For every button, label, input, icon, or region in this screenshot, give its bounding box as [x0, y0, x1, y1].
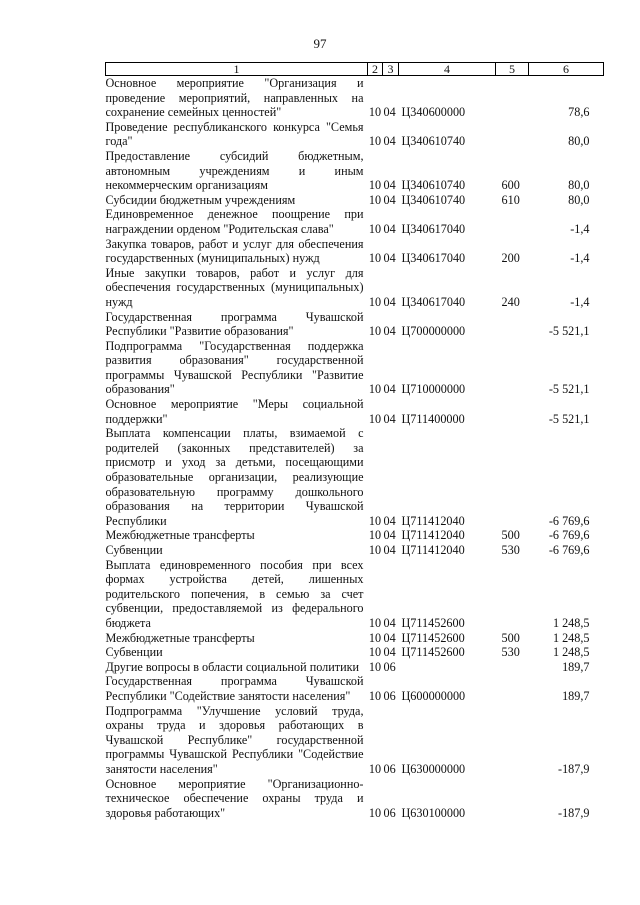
row-name: Основное мероприятие "Организация и проведение мероприятий, направленных на сохранение семейных ценностей"	[105, 76, 364, 120]
row-expense-type	[496, 660, 529, 675]
column-header-6: 6	[529, 63, 604, 76]
row-target-article: Ц600000000	[401, 688, 466, 703]
column-header-2: 2	[368, 63, 383, 76]
row-section: 10	[368, 543, 382, 557]
row-subsection: 04	[383, 178, 396, 193]
row-section: 10	[368, 659, 382, 674]
row-amount: -5 521,1	[548, 411, 590, 426]
row-amount: 80,0	[568, 134, 590, 149]
row-section: 10	[368, 178, 382, 193]
row-amount: 80,0	[568, 178, 590, 193]
row-expense-type: 200	[501, 251, 520, 266]
row-expense-type	[496, 310, 529, 339]
row-section: 10	[368, 134, 382, 149]
row-subsection: 04	[383, 615, 396, 630]
row-section: 10	[368, 761, 382, 776]
row-expense-type	[496, 207, 529, 236]
row-target-article: Ц340610740	[401, 134, 466, 149]
row-subsection: 04	[383, 645, 396, 660]
table-row	[106, 310, 604, 339]
row-subsection: 04	[383, 251, 396, 266]
row-expense-type: 240	[501, 294, 520, 309]
row-subsection: 04	[383, 134, 396, 149]
table-row	[106, 558, 604, 631]
row-amount: -187,9	[558, 761, 590, 776]
row-expense-type	[496, 674, 529, 703]
row-section: 10	[368, 630, 382, 645]
row-amount: 1 248,5	[552, 630, 590, 645]
row-expense-type	[496, 777, 529, 821]
row-expense-type	[496, 397, 529, 426]
row-name: Субвенции	[105, 645, 163, 660]
table-row	[106, 426, 604, 528]
row-expense-type: 500	[501, 630, 520, 645]
table-row	[106, 660, 604, 675]
row-section: 10	[368, 294, 382, 309]
table-row	[106, 645, 604, 660]
row-name: Межбюджетные трансферты	[105, 630, 255, 645]
row-name: Выплата единовременного пособия при всех формах устройства детей, лишенных родительского попечения, в семью за счет субвенции, предоставляемой из федерального бюджета	[105, 557, 364, 630]
row-target-article: Ц711400000	[401, 411, 465, 426]
table-row	[106, 704, 604, 777]
row-amount: 1 248,5	[552, 645, 590, 660]
row-subsection: 04	[383, 528, 396, 543]
row-section: 10	[368, 251, 382, 266]
row-target-article: Ц711452600	[401, 630, 465, 645]
row-name: Подпрограмма "Улучшение условий труда, охраны труда и здоровья работающих в Чувашской Республике" государственной программы Чувашской Республики "Содействие занятости населения"	[105, 703, 364, 776]
row-name: Государственная программа Чувашской Республики "Развитие образования"	[105, 309, 364, 339]
row-subsection: 04	[383, 294, 396, 309]
row-amount: 189,7	[562, 659, 590, 674]
table-row	[106, 237, 604, 266]
row-target-article	[399, 660, 496, 675]
row-subsection: 06	[383, 688, 396, 703]
row-subsection: 04	[383, 543, 396, 557]
row-subsection: 06	[383, 659, 396, 674]
row-name: Выплата компенсации платы, взимаемой с родителей (законных представителей) за присмотр и уход за детьми, посещающими образовательные организации, реализующие образовательную программу дошкольного образования на территории Чувашской Республики	[105, 426, 364, 528]
column-header-1: 1	[106, 63, 368, 76]
table-row	[106, 207, 604, 236]
column-header-5: 5	[496, 63, 529, 76]
row-expense-type	[496, 558, 529, 631]
row-subsection: 04	[383, 221, 396, 236]
row-section: 10	[368, 528, 382, 543]
row-target-article: Ц711412040	[401, 543, 465, 557]
row-subsection: 04	[383, 105, 396, 120]
row-target-article: Ц340617040	[401, 251, 466, 266]
row-name: Государственная программа Чувашской Республики "Содействие занятости населения"	[105, 674, 364, 703]
row-amount: -1,4	[570, 251, 590, 266]
row-target-article: Ц340600000	[401, 105, 466, 120]
row-section: 10	[368, 645, 382, 660]
page-number: 97	[313, 36, 327, 51]
table-row	[106, 674, 604, 703]
row-expense-type: 600	[501, 178, 520, 193]
row-target-article: Ц340617040	[401, 221, 466, 236]
row-amount: -6 769,6	[548, 513, 590, 528]
row-target-article: Ц711412040	[401, 513, 465, 528]
row-amount: -187,9	[558, 805, 590, 820]
row-name: Закупка товаров, работ и услуг для обеспечения государственных (муниципальных) нужд	[105, 236, 364, 266]
table-header-row	[106, 63, 604, 76]
row-subsection: 04	[383, 382, 396, 397]
row-section: 10	[368, 382, 382, 397]
row-expense-type	[496, 120, 529, 149]
table-row	[106, 120, 604, 149]
row-target-article: Ц711412040	[401, 528, 465, 543]
table-row	[106, 543, 604, 558]
row-name: Другие вопросы в области социальной политики	[105, 659, 360, 674]
row-section: 10	[368, 411, 382, 426]
row-target-article: Ц630100000	[401, 805, 466, 820]
row-target-article: Ц340610740	[401, 192, 466, 207]
table-row	[106, 339, 604, 397]
row-target-article: Ц710000000	[401, 382, 466, 397]
row-section: 10	[368, 105, 382, 120]
row-name: Предоставление субсидий бюджетным, автономным учреждениям и иным некоммерческим организациям	[105, 148, 364, 193]
row-name: Подпрограмма "Государственная поддержка развития образования" государственной программы Чувашской Республики "Развитие образования"	[105, 338, 364, 397]
table-row	[106, 777, 604, 821]
row-expense-type: 530	[501, 543, 520, 557]
row-section: 10	[368, 192, 382, 207]
table-row	[106, 76, 604, 120]
row-name: Субсидии бюджетным учреждениям	[105, 192, 296, 207]
row-section: 10	[368, 688, 382, 703]
row-subsection: 04	[383, 324, 396, 339]
row-subsection: 06	[383, 805, 396, 820]
row-amount: 80,0	[568, 192, 590, 207]
row-expense-type: 530	[501, 645, 520, 660]
row-amount: -6 769,6	[548, 528, 590, 543]
row-name: Межбюджетные трансферты	[105, 528, 255, 543]
row-section: 10	[368, 221, 382, 236]
row-target-article: Ц711452600	[401, 645, 465, 660]
table-body	[106, 76, 604, 821]
row-section: 10	[368, 615, 382, 630]
row-subsection: 04	[383, 630, 396, 645]
row-subsection: 06	[383, 761, 396, 776]
row-expense-type: 500	[501, 528, 520, 543]
row-name: Основное мероприятие "Меры социальной поддержки"	[105, 397, 364, 426]
row-amount: -1,4	[570, 294, 590, 309]
row-amount: 189,7	[562, 688, 590, 703]
row-target-article: Ц340617040	[401, 294, 466, 309]
budget-table	[105, 62, 604, 820]
row-name: Основное мероприятие "Организационно-техническое обеспечение охраны труда и здоровья работающих"	[105, 776, 364, 820]
column-header-3: 3	[383, 63, 399, 76]
table-row	[106, 266, 604, 310]
row-name: Иные закупки товаров, работ и услуг для обеспечения государственных (муниципальных) нужд	[105, 265, 364, 309]
table-row	[106, 631, 604, 646]
row-target-article: Ц700000000	[401, 324, 466, 339]
table-row	[106, 528, 604, 543]
row-subsection: 04	[383, 411, 396, 426]
row-section: 10	[368, 324, 382, 339]
row-name: Проведение республиканского конкурса "Семья года"	[105, 119, 364, 149]
row-expense-type	[496, 704, 529, 777]
row-name: Единовременное денежное поощрение при награждении орденом "Родительская слава"	[105, 207, 364, 236]
row-amount: -5 521,1	[548, 324, 590, 339]
table-row	[106, 397, 604, 426]
row-amount: -5 521,1	[548, 382, 590, 397]
row-amount: 1 248,5	[552, 615, 590, 630]
row-amount: -6 769,6	[548, 543, 590, 557]
row-expense-type	[496, 426, 529, 528]
row-expense-type	[496, 339, 529, 397]
row-amount: 78,6	[568, 105, 590, 120]
row-name: Субвенции	[105, 543, 163, 557]
row-expense-type: 610	[501, 192, 520, 207]
table-row	[106, 193, 604, 208]
row-section: 10	[368, 805, 382, 820]
row-section: 10	[368, 513, 382, 528]
row-target-article: Ц711452600	[401, 615, 465, 630]
table-row	[106, 149, 604, 193]
column-header-4: 4	[399, 63, 496, 76]
row-target-article: Ц340610740	[401, 178, 466, 193]
row-subsection: 04	[383, 192, 396, 207]
row-amount: -1,4	[570, 221, 590, 236]
row-target-article: Ц630000000	[401, 761, 466, 776]
row-expense-type	[496, 76, 529, 120]
row-subsection: 04	[383, 513, 396, 528]
